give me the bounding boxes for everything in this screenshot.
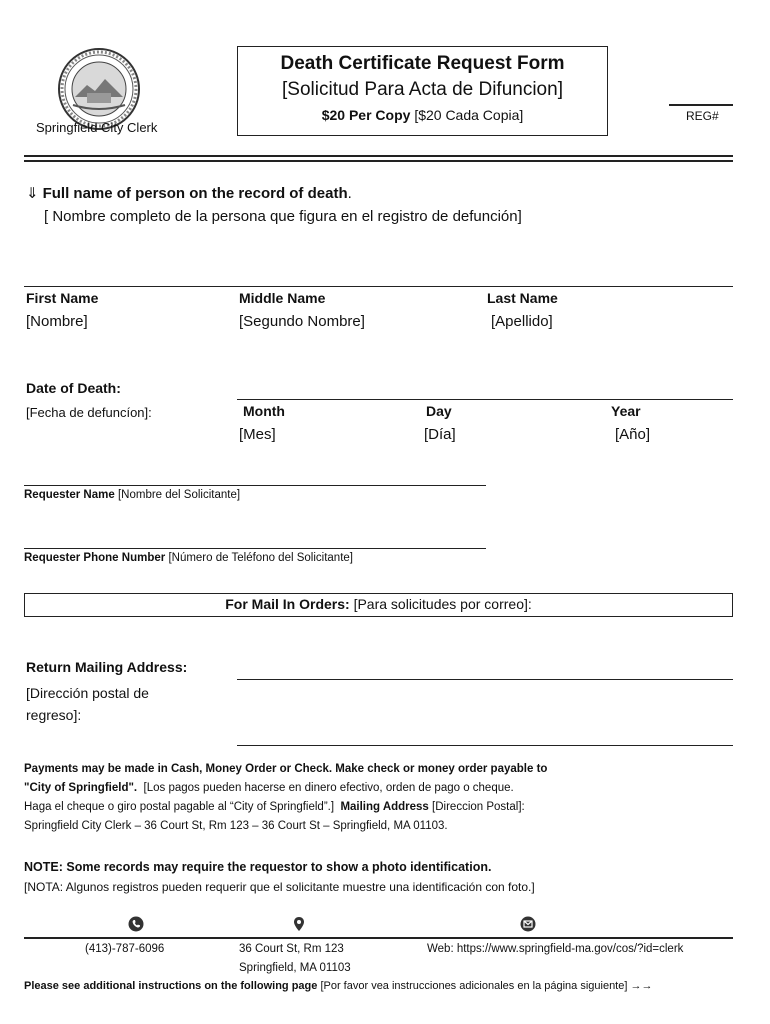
form-title-es: [Solicitud Para Acta de Difuncion] <box>282 79 563 100</box>
first-name-label: First Name <box>26 290 99 306</box>
city-seal-logo <box>57 47 141 131</box>
last-name-sub: [Apellido] <box>491 313 553 330</box>
down-arrow-icon: ⇓ <box>26 185 39 202</box>
name-heading: ⇓ Full name of person on the record of death. <box>26 185 352 202</box>
payments-paragraph: Payments may be made in Cash, Money Order or Check. Make check or money order payable to "City of Springfield". [Los pagos pueden hacerse en dinero efectivo, orden de pago o cheque. Haga el cheque o giro postal pagable al “City of Springfield”.] Mailing Address [Direccion Postal]: Springfield City Clerk – 36 Court St, Rm 123 – 36 Court St – Springfield, MA 01103. <box>24 763 548 832</box>
return-address-sub: [Dirección postal de regreso]: <box>26 685 149 723</box>
footer-divider <box>24 937 733 939</box>
reg-number-line[interactable] <box>669 104 733 106</box>
reg-label: REG# <box>686 109 719 123</box>
name-heading-es: [ Nombre completo de la persona que figura en el registro de defunción] <box>44 208 522 225</box>
name-input-line[interactable] <box>24 286 733 287</box>
phone-icon <box>128 916 144 932</box>
requester-phone-line[interactable] <box>24 548 486 549</box>
form-title-box <box>237 46 608 136</box>
middle-name-sub: [Segundo Nombre] <box>239 313 365 330</box>
price-bold: $20 Per Copy <box>321 107 411 123</box>
return-address-line-2[interactable] <box>237 745 733 746</box>
price-line <box>238 107 607 123</box>
day-sub: [Día] <box>424 426 456 443</box>
see-more-instructions: Please see additional instructions on the following page [Por favor vea instrucciones adicionales en la página siguiente] →→ <box>24 980 653 992</box>
first-name-sub: [Nombre] <box>26 313 88 330</box>
return-address-label: Return Mailing Address: <box>26 659 188 675</box>
requester-name-line[interactable] <box>24 485 486 486</box>
month-label: Month <box>243 403 285 419</box>
requester-phone-label: Requester Phone Number [Número de Teléfono del Solicitante] <box>24 552 353 564</box>
mail-orders-box: For Mail In Orders: [Para solicitudes por correo]: <box>24 593 733 617</box>
year-sub: [Año] <box>615 426 651 443</box>
right-arrows-icon: →→ <box>630 980 653 992</box>
form-title: Death Certificate Request Form <box>280 53 565 74</box>
clerk-label: Springfield City Clerk <box>36 120 158 135</box>
last-name-label: Last Name <box>487 290 558 306</box>
price-es: [$20 Cada Copia] <box>414 107 524 123</box>
date-input-line[interactable] <box>237 399 733 400</box>
header-divider-top <box>24 155 733 157</box>
date-of-death-label: Date of Death: <box>26 380 121 396</box>
year-label: Year <box>611 403 641 419</box>
footer-address: 36 Court St, Rm 123 Springfield, MA 01103 <box>239 943 351 974</box>
header-divider-bottom <box>24 160 733 162</box>
footer-web-link[interactable]: Web: https://www.springfield-ma.gov/cos/?id=clerk <box>427 943 684 955</box>
requester-name-label: Requester Name [Nombre del Solicitante] <box>24 489 241 501</box>
footer-phone: (413)-787-6096 <box>85 943 165 955</box>
location-pin-icon <box>291 916 307 932</box>
return-address-line-1[interactable] <box>237 679 733 680</box>
middle-name-label: Middle Name <box>239 290 326 306</box>
month-sub: [Mes] <box>239 426 276 443</box>
email-icon <box>520 916 536 932</box>
note-paragraph: NOTE: Some records may require the requestor to show a photo identification. [NOTA: Algunos registros pueden requerir que el solicitante muestre una identificación con foto.] <box>24 860 535 894</box>
date-of-death-sub: [Fecha de defuncíon]: <box>26 405 152 420</box>
day-label: Day <box>426 403 452 419</box>
